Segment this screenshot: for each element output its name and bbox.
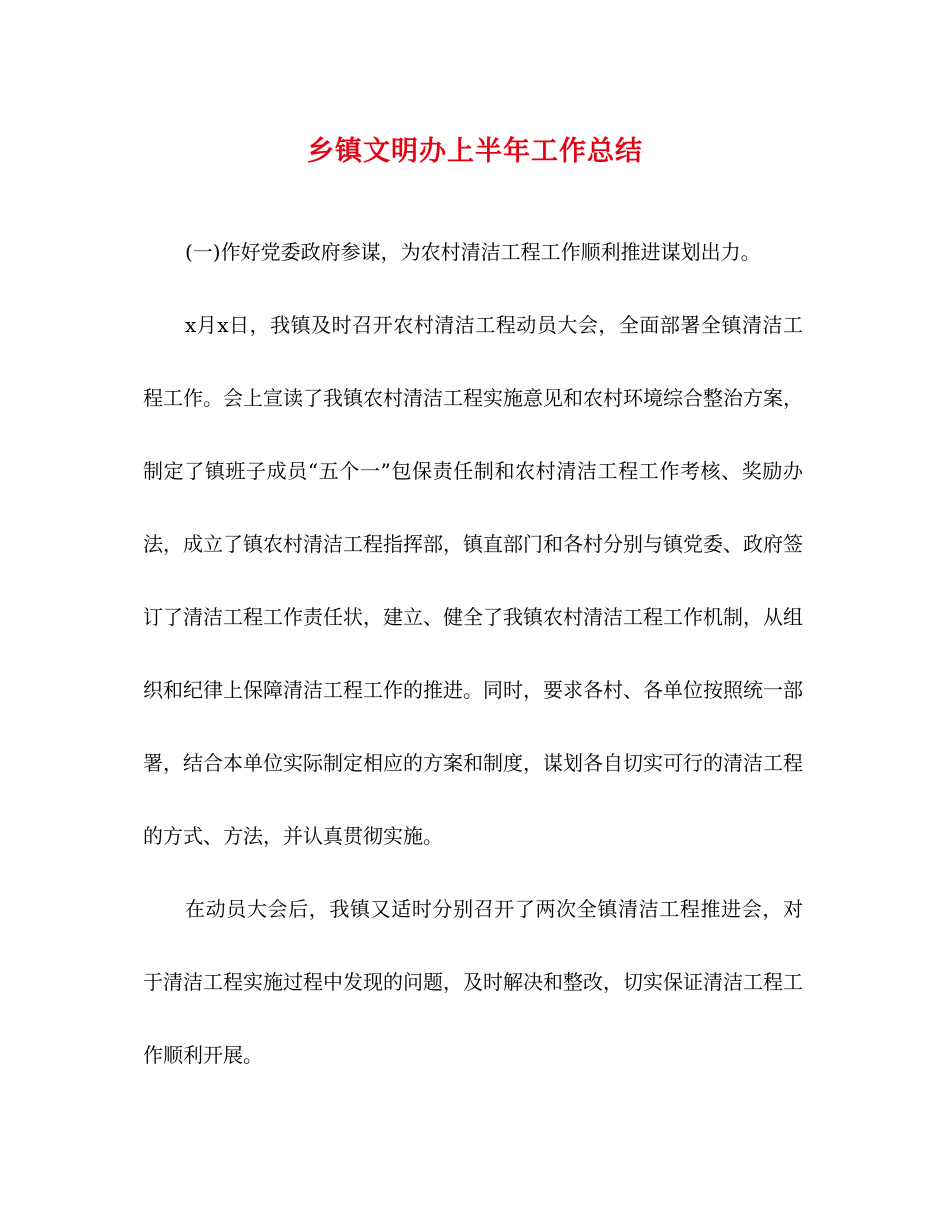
document-body <box>143 216 803 1092</box>
document-title: 乡镇文明办上半年工作总结 <box>307 136 643 167</box>
paragraph: (一)作好党委政府参谋，为农村清洁工程工作顺利推进谋划出力。 <box>185 240 761 264</box>
paragraph: x月x日，我镇及时召开农村清洁工程动员大会，全面部署全镇清洁工程工作。会上宣读了我镇农村清洁工程实施意见和农村环境综合整治方案，制定了镇班子成员“五个一”包保责任制和农村清洁工程工作考核、奖励办法，成立了镇农村清洁工程指挥部，镇直部门和各村分别与镇党委、政府签订了清洁工程工作责任状，建立、健全了我镇农村清洁工程工作机制，从组织和纪律上保障清洁工程工作的推进。同时，要求各村、各单位按照统一部署，结合本单位实际制定相应的方案和制度，谋划各自切实可行的清洁工程的方式、方法，并认真贯彻实施。 <box>143 313 803 848</box>
paragraph: 在动员大会后，我镇又适时分别召开了两次全镇清洁工程推进会，对于清洁工程实施过程中发现的问题，及时解决和整改，切实保证清洁工程工作顺利开展。 <box>143 897 803 1067</box>
